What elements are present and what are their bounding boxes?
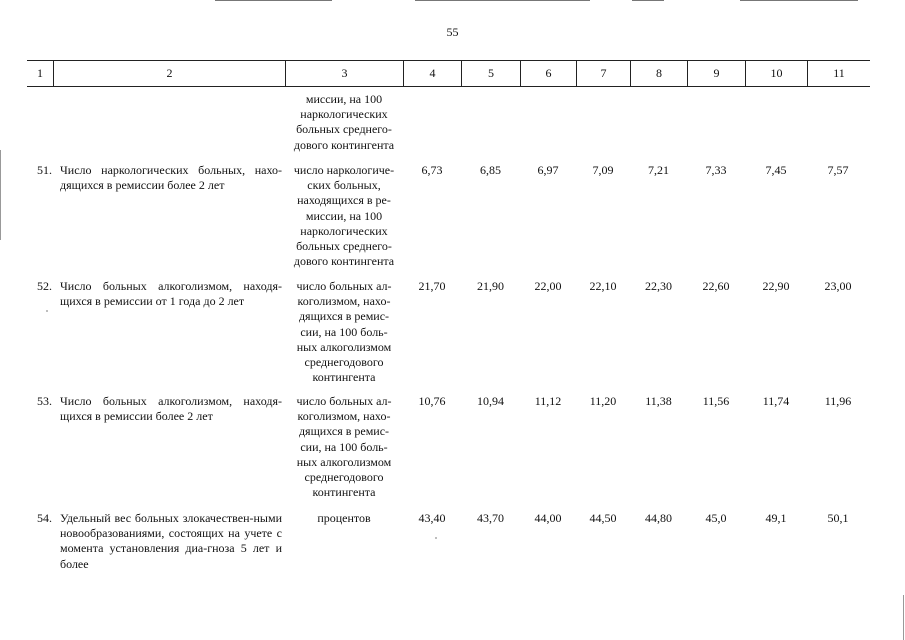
value-cell: 7,57 <box>827 163 849 177</box>
unit-cell: число больных ал- коголизмом, нахо- дящихся в ремис- сии, на 100 боль- ных алкоголизмом среднегодового контингента <box>296 279 392 385</box>
value-cell: 6,97 <box>537 163 559 177</box>
scan-edge-line <box>740 0 858 1</box>
value-cell: 10,76 <box>418 394 446 408</box>
value-cell: 44,00 <box>534 511 562 525</box>
value-cell: 21,70 <box>418 279 446 293</box>
value-cell: 11,20 <box>589 394 617 408</box>
column-header-1: 1 <box>27 61 54 86</box>
row-number: 51. <box>37 163 52 177</box>
scan-margin-mark <box>903 595 904 640</box>
scan-speck <box>435 537 437 539</box>
value-cell: 49,1 <box>765 511 787 525</box>
value-cell: 7,21 <box>648 163 669 177</box>
value-cell: 6,73 <box>421 163 443 177</box>
value-cell: 11,12 <box>534 394 562 408</box>
value-cell: 45,0 <box>705 511 727 525</box>
column-header-8: 8 <box>631 61 688 86</box>
row-number: 52. <box>37 279 52 293</box>
value-cell: 11,56 <box>702 394 730 408</box>
column-header-7: 7 <box>577 61 631 86</box>
table-header <box>27 60 870 87</box>
value-cell: 7,09 <box>592 163 614 177</box>
value-cell: 11,38 <box>645 394 672 408</box>
value-cell: 22,10 <box>589 279 617 293</box>
column-header-3: 3 <box>286 61 404 86</box>
unit-cell: процентов <box>317 511 371 525</box>
indicator-name: Число больных алкоголизмом, находя-щихся в ремиссии от 1 года до 2 лет <box>60 279 282 309</box>
scan-speck <box>46 310 48 312</box>
unit-cell: число больных ал- коголизмом, нахо- дящихся в ремис- сии, на 100 боль- ных алкоголизмом среднегодового контингента <box>296 394 392 500</box>
value-cell: 50,1 <box>827 511 849 525</box>
value-cell: 22,60 <box>702 279 730 293</box>
value-cell: 10,94 <box>477 394 504 408</box>
scan-edge-line <box>632 0 664 1</box>
value-cell: 6,85 <box>480 163 501 177</box>
page-number: 55 <box>446 25 459 39</box>
scan-edge-line <box>215 0 332 1</box>
value-cell: 11,96 <box>824 394 852 408</box>
column-header-10: 10 <box>746 61 808 86</box>
scan-edge-line <box>415 0 590 1</box>
value-cell: 44,50 <box>589 511 617 525</box>
column-header-5: 5 <box>462 61 521 86</box>
value-cell: 22,30 <box>645 279 672 293</box>
value-cell: 43,40 <box>418 511 446 525</box>
value-cell: 11,74 <box>762 394 790 408</box>
value-cell: 22,90 <box>762 279 790 293</box>
value-cell: 23,00 <box>824 279 852 293</box>
scan-margin-mark <box>0 150 1 240</box>
value-cell: 7,45 <box>765 163 787 177</box>
value-cell: 22,00 <box>534 279 562 293</box>
value-cell: 43,70 <box>477 511 504 525</box>
column-header-4: 4 <box>404 61 462 86</box>
row-number: 53. <box>37 394 52 408</box>
indicator-name: Число наркологических больных, нахо-дящихся в ремиссии более 2 лет <box>60 163 282 193</box>
column-header-11: 11 <box>833 66 845 80</box>
continued-unit-cell: миссии, на 100 наркологических больных среднего- дового контингента <box>293 92 395 152</box>
row-number: 54. <box>37 511 52 525</box>
unit-cell: число наркологиче- ских больных, находящихся в ре- миссии, на 100 наркологических больных среднего- дового контингента <box>293 163 395 269</box>
value-cell: 44,80 <box>645 511 672 525</box>
value-cell: 7,33 <box>705 163 727 177</box>
value-cell: 21,90 <box>477 279 504 293</box>
column-header-6: 6 <box>521 61 577 86</box>
indicator-name: Удельный вес больных злокачествен-ными новообразованиями, состоящих на учете с момента установления диа-гноза 5 лет и более <box>60 511 282 571</box>
indicator-name: Число больных алкоголизмом, находя-щихся в ремиссии более 2 лет <box>60 394 282 424</box>
column-header-2: 2 <box>54 61 286 86</box>
column-header-9: 9 <box>688 61 746 86</box>
